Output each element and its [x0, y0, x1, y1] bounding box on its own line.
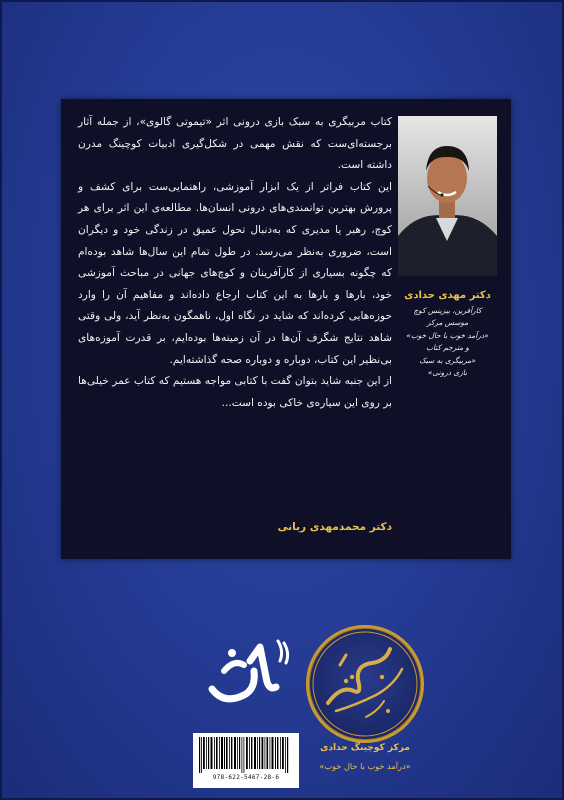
intro-text	[78, 112, 392, 414]
intro-paragraph-3: از این جنبه شاید بتوان گفت با کتابی مواجه هستیم که کتاب عمر خیلی‌ها بر روی این سیاره‌ی خاکی بوده است...	[78, 375, 392, 409]
author-bio-line: موسس مرکز	[426, 318, 469, 328]
author-name: دکتر مهدی حدادی	[404, 290, 491, 301]
calligraphy-logo-icon	[306, 625, 424, 743]
author-portrait-image	[398, 116, 497, 276]
publisher-logo	[204, 631, 294, 715]
author-bio-line: و مترجم کتاب	[426, 343, 469, 353]
author-bio-line: بازی درونی»	[427, 368, 468, 378]
intro-paragraph-2: این کتاب فراتر از یک ابزار آموزشی، راهنمایی‌ست برای کشف و پرورش بهترین توانمندی‌های درونی انسان‌ها. مطالعه‌ی این اثر برای هر کوچ، رهبر یا مدیری که به‌دنبال تحول عمیق در زندگی خود و دیگران است، ضروری به‌نظر می‌رسد. در طول تمام این سال‌ها شاهد بوده‌ام که چگونه بسیاری از کارآفرینان و کوچ‌های جهانی در مباحث آموزشی خود، بارها و بارها به این کتاب ارجاع داده‌اند و مفاهیم آن را وارد حوزه‌هایی کرده‌اند که شاید در نگاه اول، ناهمگون به‌نظر آید، ولی وقتی شاهد نتایج شگرف آن‌ها در آن زمینه‌ها بوده‌ایم، بر قدرت آموزه‌های بی‌نظیر این کتاب، دوباره و دوباره صحه گذاشته‌ایم.	[78, 180, 392, 366]
author-photo	[398, 116, 497, 276]
negah-publisher-logo-icon	[204, 631, 294, 715]
coaching-center-slogan: «درآمد خوب با حال خوب»	[319, 761, 411, 771]
author-bio-line: «درآمد خوب با حال خوب»	[406, 330, 489, 340]
coaching-center-logo	[306, 625, 424, 743]
coaching-center-name: مرکز کوچینگ حدادی	[320, 743, 410, 753]
isbn-number: 978-622-5467-28-6	[212, 774, 280, 781]
author-bio-line: کارآفرین، بیزینس کوچ	[413, 306, 482, 315]
author-bio-line: «مربیگری به سبک	[419, 355, 476, 365]
intro-paragraph-1: کتاب مربیگری به سبک بازی درونی اثر «تیموتی گالوی»، از جمله آثار برجسته‌ای‌ست که نقش مهمی در شکل‌گیری ادبیات کوچینگ مدرن داشته است.	[78, 116, 392, 172]
barcode-bars	[193, 733, 299, 777]
intro-signature: دکتر محمدمهدی ربانی	[277, 521, 392, 533]
author-bio	[398, 305, 497, 379]
